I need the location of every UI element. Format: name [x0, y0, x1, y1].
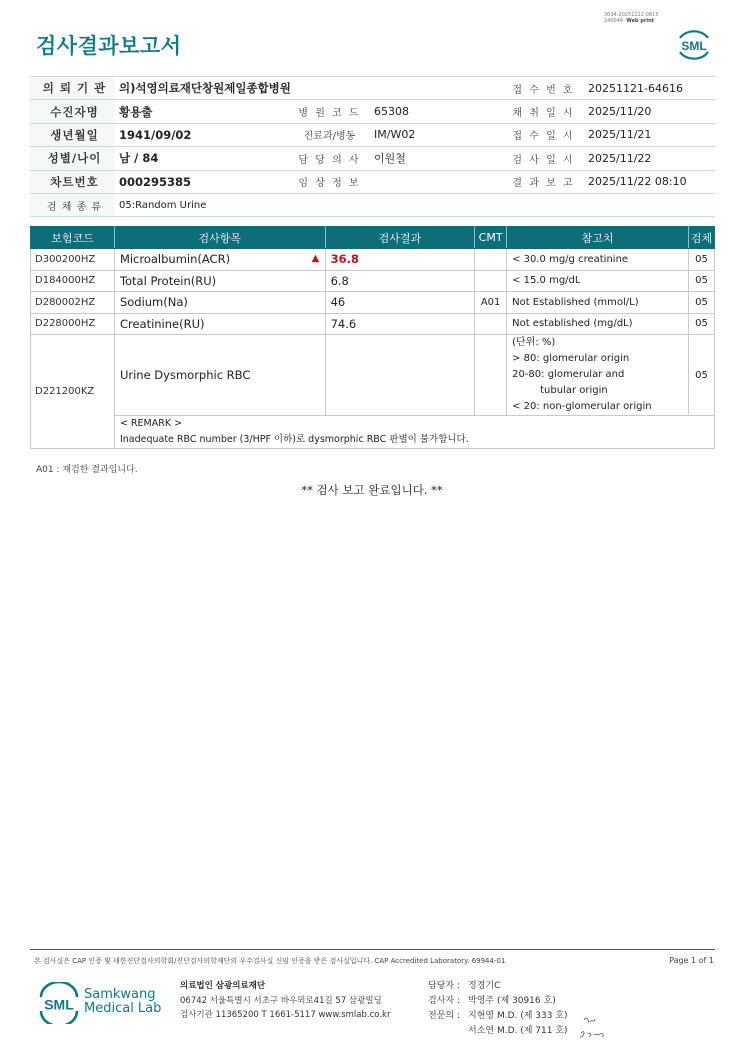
reference-range: Not Established (mmol/L) — [507, 292, 689, 314]
page-title: 검사결과보고서 — [36, 34, 182, 58]
org-address: 06742 서울특별시 서초구 바우뫼로41길 57 삼광빌딩 — [180, 995, 382, 1006]
info-label: 생년월일 — [30, 123, 115, 146]
footer-divider — [30, 949, 715, 950]
insurance-code: D221200KZ — [31, 335, 115, 449]
test-result: 74.6 — [325, 313, 475, 335]
manager-name: 정경기C — [468, 981, 501, 991]
expert-name-1: 지현영 M.D. (제 333 호) — [468, 1011, 568, 1021]
doc-code-line1: 3034-20251122-0815 — [604, 12, 659, 18]
cmt — [475, 335, 507, 416]
doc-code-line2: 240046 — [604, 18, 624, 24]
completion-message: ** 검사 보고 완료입니다. ** — [301, 483, 443, 497]
staff-info — [428, 979, 568, 1039]
results-table — [30, 226, 715, 449]
info-label: 접 수 번 호 — [499, 77, 584, 100]
tester-name: 박영주 (제 30916 호) — [468, 996, 556, 1006]
test-item: Urine Dysmorphic RBC — [114, 335, 325, 416]
reference-line: (단위: %) — [512, 337, 556, 348]
info-label: 수진자명 — [30, 100, 115, 123]
info-row — [30, 77, 715, 100]
remark-text: Inadequate RBC number (3/HPF 이하)로 dysmorphic RBC 판별이 불가합니다. — [119, 434, 469, 445]
info-value: 황용출 — [115, 100, 285, 123]
info-label: 진료과/병동 — [285, 123, 370, 146]
info-label: 담 당 의 사 — [285, 147, 370, 170]
insurance-code: D280002HZ — [31, 292, 115, 314]
expert-name-2: 서소연 M.D. (제 711 호) — [468, 1026, 568, 1036]
remark-title: < REMARK > — [119, 418, 183, 429]
col-header-result: 검사결과 — [325, 227, 475, 249]
test-result: 46 — [325, 292, 475, 314]
reference-line: > 80: glomerular origin — [512, 353, 630, 364]
info-label: 접 수 일 시 — [499, 123, 584, 146]
table-row — [31, 335, 715, 416]
reference-range — [507, 335, 689, 416]
info-label: 병 원 코 드 — [285, 100, 370, 123]
reference-line: < 20: non-glomerular origin — [512, 401, 652, 412]
col-header-cmt: CMT — [475, 227, 507, 249]
info-value: 이원철 — [370, 147, 499, 170]
sml-logo-icon — [674, 26, 714, 62]
table-row — [31, 313, 715, 335]
info-row — [30, 170, 715, 193]
info-value: 1941/09/02 — [115, 123, 285, 146]
test-item: Sodium(Na) — [114, 292, 325, 314]
cmt — [475, 270, 507, 292]
manager-label: 담당자 : — [428, 981, 460, 991]
result-value: 36.8 — [330, 252, 359, 267]
specimen-code: 05 — [688, 249, 714, 271]
info-label: 결 과 보 고 — [499, 170, 584, 193]
test-item: Total Protein(RU) — [114, 270, 325, 292]
info-label: 채 취 일 시 — [499, 100, 584, 123]
col-header-reference: 참고치 — [507, 227, 689, 249]
test-item: Microalbumin(ACR) — [114, 249, 325, 271]
specimen-code: 05 — [688, 335, 714, 416]
info-value: 2025/11/22 — [584, 147, 715, 170]
document-code — [604, 12, 659, 24]
remark-row — [31, 416, 715, 449]
page-number: Page 1 of 1 — [669, 956, 714, 965]
table-row — [31, 249, 715, 271]
brand-line1: Samkwang — [84, 987, 156, 1002]
brand-name — [84, 988, 161, 1016]
specimen-code: 05 — [688, 270, 714, 292]
reference-line: 20-80: glomerular and — [512, 369, 625, 380]
sml-logo-icon — [36, 982, 82, 1024]
expert-label: 전문의 : — [428, 1011, 460, 1021]
info-value: 05:Random Urine — [115, 193, 715, 216]
table-row — [31, 292, 715, 314]
info-value: 20251121-64616 — [584, 77, 715, 100]
info-row — [30, 123, 715, 146]
test-result: 6.8 — [325, 270, 475, 292]
col-header-item: 검사항목 — [114, 227, 325, 249]
info-value: 65308 — [370, 100, 499, 123]
logo-text: SML — [681, 39, 707, 53]
reference-line: tubular origin — [540, 385, 608, 396]
table-row — [31, 270, 715, 292]
cmt — [475, 313, 507, 335]
info-label: 검 사 일 시 — [499, 147, 584, 170]
cap-accreditation-text: 본 검사실은 CAP 인증 및 대한진단검사의학회/진단검사의학재단의 우수검사실 신임 인증을 받은 검사실입니다. CAP Accredited Laboratory. 69944-01 — [34, 957, 506, 965]
results-header-row — [31, 227, 715, 249]
info-value — [370, 170, 499, 193]
info-row — [30, 147, 715, 170]
tester-label: 검사자 : — [428, 996, 460, 1006]
brand-line2: Medical Lab — [84, 1001, 162, 1016]
info-row — [30, 100, 715, 123]
organization-info — [180, 979, 390, 1023]
info-value: 000295385 — [115, 170, 285, 193]
info-value: 남 / 84 — [115, 147, 285, 170]
test-item: Creatinine(RU) — [114, 313, 325, 335]
insurance-code: D228000HZ — [31, 313, 115, 335]
info-label: 검 체 종 류 — [30, 193, 115, 216]
info-value: 2025/11/21 — [584, 123, 715, 146]
logo-text: SML — [44, 996, 74, 1013]
info-label: 성별/나이 — [30, 147, 115, 170]
remark-cell — [114, 416, 714, 449]
info-row — [30, 193, 715, 216]
insurance-code: D184000HZ — [31, 270, 115, 292]
cmt-footnote: A01 : 재검한 결과입니다. — [36, 465, 138, 475]
cmt — [475, 249, 507, 271]
col-header-code: 보험코드 — [31, 227, 115, 249]
reference-range: Not established (mg/dL) — [507, 313, 689, 335]
org-name: 의료법인 삼광의료재단 — [180, 981, 266, 991]
cmt: A01 — [475, 292, 507, 314]
signature-icon — [578, 1010, 608, 1040]
org-contact: 검사기관 11365200 T 1661-5117 www.smlab.co.kr — [180, 1010, 391, 1020]
patient-info-table — [30, 76, 715, 217]
insurance-code: D300200HZ — [31, 249, 115, 271]
info-value: IM/W02 — [370, 123, 499, 146]
print-mark: Web print — [626, 18, 655, 24]
specimen-code: 05 — [688, 292, 714, 314]
info-value: 2025/11/22 08:10 — [584, 170, 715, 193]
test-result — [325, 335, 475, 416]
info-value: 2025/11/20 — [584, 100, 715, 123]
info-label: 임 상 정 보 — [285, 170, 370, 193]
reference-range: < 30.0 mg/g creatinine — [507, 249, 689, 271]
specimen-code: 05 — [688, 313, 714, 335]
high-flag-icon: ▲ — [311, 253, 320, 264]
col-header-specimen: 검체 — [688, 227, 714, 249]
test-result — [311, 249, 475, 271]
reference-range: < 15.0 mg/dL — [507, 270, 689, 292]
info-label: 의 뢰 기 관 — [30, 77, 115, 100]
info-label: 차트번호 — [30, 170, 115, 193]
info-value: 의)석영의료재단창원제일종합병원 — [115, 77, 499, 100]
